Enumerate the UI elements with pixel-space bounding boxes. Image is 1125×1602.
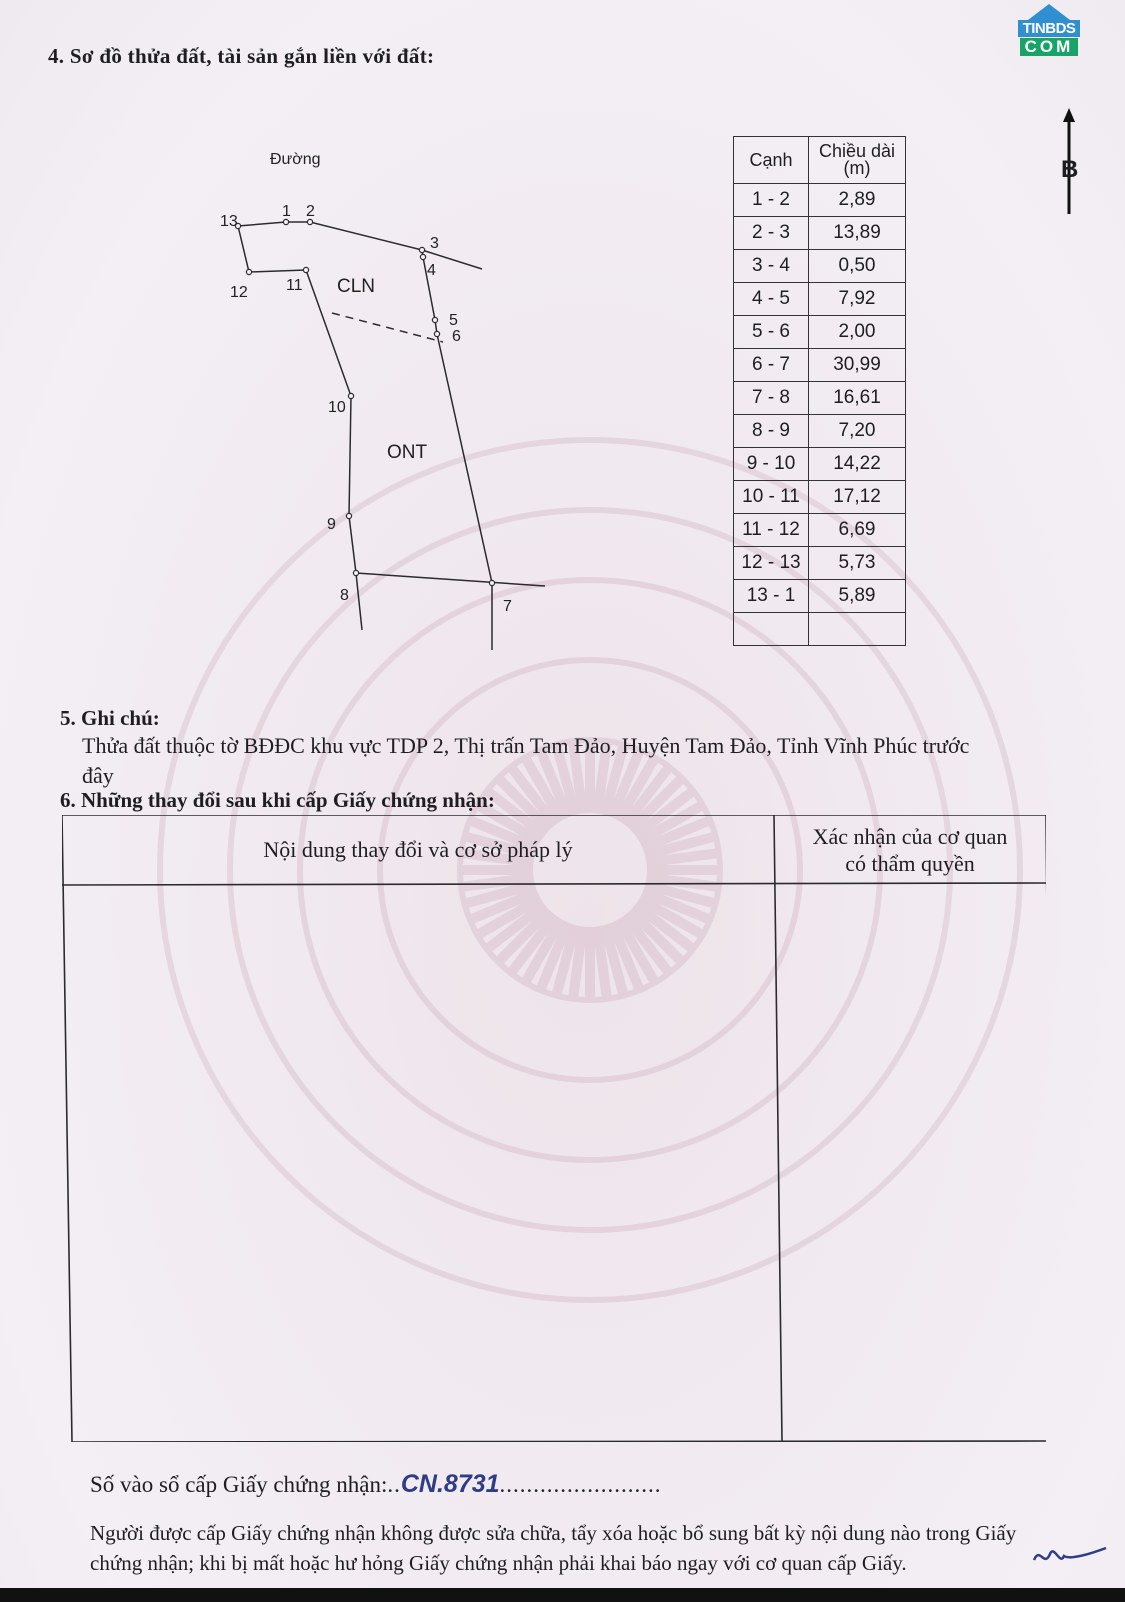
edge-table-row	[734, 217, 906, 250]
length-cell: 14,22	[809, 448, 906, 481]
length-cell: 7,20	[809, 415, 906, 448]
edge-cell: 5 - 6	[734, 316, 809, 349]
registration-label: Số vào sổ cấp Giấy chứng nhận:	[90, 1472, 388, 1497]
length-cell: 5,89	[809, 580, 906, 613]
length-cell: 17,12	[809, 481, 906, 514]
point-label-1: 1	[282, 203, 291, 220]
edge-table-row	[734, 184, 906, 217]
edge-cell: 2 - 3	[734, 217, 809, 250]
logo-line1: TINBDS	[1018, 20, 1080, 37]
registration-line	[90, 1470, 662, 1499]
edge-cell: 4 - 5	[734, 283, 809, 316]
length-cell: 7,92	[809, 283, 906, 316]
length-cell: 2,89	[809, 184, 906, 217]
point-label-10: 10	[328, 399, 346, 416]
edge-cell: 1 - 2	[734, 184, 809, 217]
empty-cell	[734, 613, 809, 646]
logo-line2: COM	[1020, 38, 1078, 56]
edge-table-row	[734, 448, 906, 481]
section6-heading: 6. Những thay đổi sau khi cấp Giấy chứng nhận:	[60, 788, 495, 812]
boundary-bottom	[356, 573, 545, 586]
length-cell: 5,73	[809, 547, 906, 580]
changes-table	[62, 815, 1046, 1442]
length-cell: 0,50	[809, 250, 906, 283]
zone-divider-dashed	[332, 313, 443, 342]
edge-cell: 12 - 13	[734, 547, 809, 580]
column-content-header: Nội dung thay đổi và cơ sở pháp lý	[263, 837, 573, 862]
length-cell: 16,61	[809, 382, 906, 415]
edge-cell: 13 - 1	[734, 580, 809, 613]
edge-table-row	[734, 415, 906, 448]
edge-table-row	[734, 250, 906, 283]
edge-table-header	[734, 137, 906, 184]
north-label: B	[1061, 156, 1079, 183]
edge-table-row	[734, 316, 906, 349]
column-confirm-line1: Xác nhận của cơ quan	[812, 824, 1008, 849]
edge-cell: 9 - 10	[734, 448, 809, 481]
point-label-3: 3	[430, 235, 439, 252]
section4-heading: 4. Sơ đồ thửa đất, tài sản gắn liền với đất:	[48, 44, 435, 68]
point-label-4: 4	[427, 262, 436, 279]
length-cell: 2,00	[809, 316, 906, 349]
column-confirm-header	[774, 815, 1046, 885]
edge-cell: 7 - 8	[734, 382, 809, 415]
edge-table-row	[734, 382, 906, 415]
road-label: Đường	[270, 151, 321, 168]
column-confirm-line2: có thẩm quyền	[845, 851, 975, 876]
land-plot-diagram	[200, 130, 600, 660]
edge-cell: 8 - 9	[734, 415, 809, 448]
edge-table-row	[734, 547, 906, 580]
length-cell: 13,89	[809, 217, 906, 250]
neighbor-line	[356, 573, 362, 630]
zone-label-cln: CLN	[337, 276, 376, 297]
boundary-top	[238, 222, 422, 250]
registration-trail-dots: ........................	[499, 1472, 662, 1497]
edge-cell: 6 - 7	[734, 349, 809, 382]
edge-table-empty-row	[734, 613, 906, 646]
point-label-7: 7	[503, 598, 512, 615]
edge-table-row	[734, 514, 906, 547]
header-edge: Cạnh	[734, 137, 809, 184]
tinbds-logo	[1018, 4, 1080, 62]
edge-cell: 10 - 11	[734, 481, 809, 514]
edge-length-table	[733, 136, 906, 646]
changes-table-grid	[62, 815, 1046, 1442]
header-length: Chiều dài (m)	[809, 137, 906, 184]
point-label-8: 8	[340, 587, 349, 604]
warning-text: Người được cấp Giấy chứng nhận không được sửa chữa, tẩy xóa hoặc bổ sung bất kỳ nội dung nào trong Giấy chứng nhận; khi bị mất hoặc hư hỏng Giấy chứng nhận phải khai báo ngay với cơ quan cấp Giấy.	[90, 1521, 1017, 1575]
point-label-13: 13	[220, 213, 238, 230]
edge-table-row	[734, 349, 906, 382]
length-cell: 30,99	[809, 349, 906, 382]
section5-note: Thửa đất thuộc tờ BĐĐC khu vực TDP 2, Thị trấn Tam Đảo, Huyện Tam Đảo, Tỉnh Vĩnh Phúc trước đây	[82, 733, 970, 788]
point-label-5: 5	[449, 312, 458, 329]
point-label-11: 11	[286, 277, 303, 294]
point-label-12: 12	[230, 284, 248, 301]
zone-label-ont: ONT	[387, 442, 428, 463]
edge-cell: 3 - 4	[734, 250, 809, 283]
boundary-upper-left	[238, 226, 306, 272]
edge-cell: 11 - 12	[734, 514, 809, 547]
empty-cell	[809, 613, 906, 646]
registration-lead-dots: ..	[387, 1472, 401, 1497]
boundary-right	[422, 250, 492, 650]
signature-scribble	[1030, 1540, 1110, 1570]
edge-table-row	[734, 481, 906, 514]
point-label-6: 6	[452, 328, 461, 345]
section5-heading: 5. Ghi chú:	[60, 706, 160, 730]
registration-number: CN.8731	[400, 1470, 500, 1498]
edge-table-row	[734, 580, 906, 613]
bottom-edge-bar	[0, 1588, 1125, 1602]
length-cell: 6,69	[809, 514, 906, 547]
point-label-2: 2	[306, 203, 315, 220]
point-label-9: 9	[327, 516, 336, 533]
edge-table-row	[734, 283, 906, 316]
